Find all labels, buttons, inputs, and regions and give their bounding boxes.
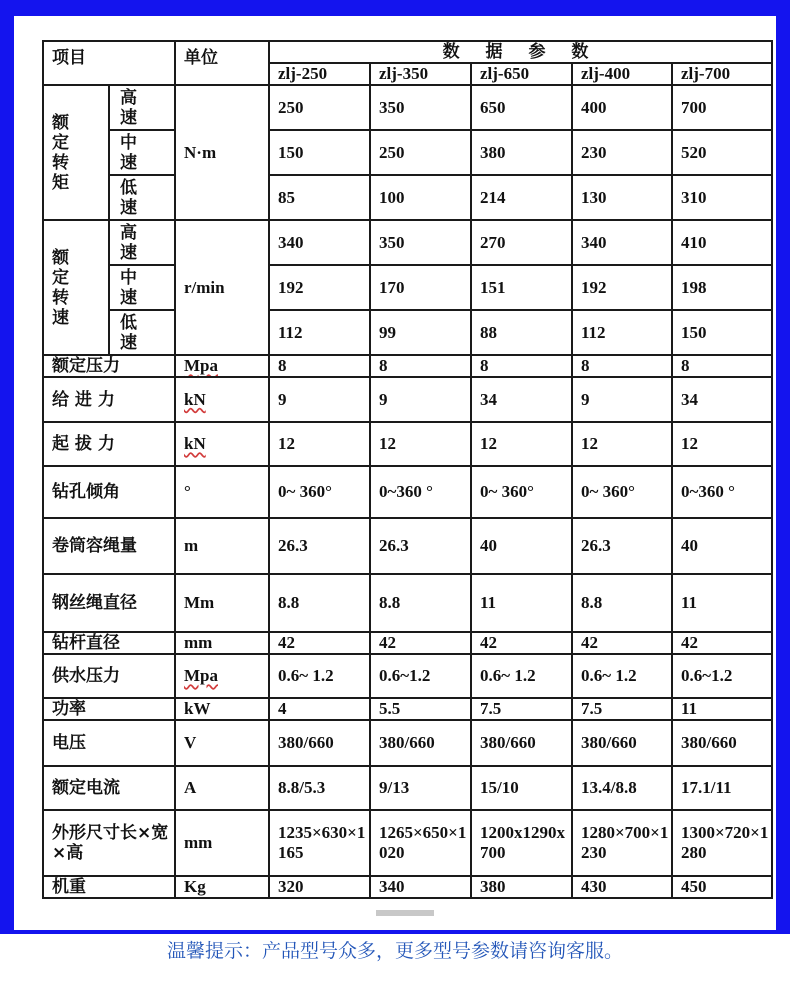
value-cell: 8.8 bbox=[269, 574, 370, 632]
table-row bbox=[43, 85, 772, 130]
value-cell: 9 bbox=[572, 377, 672, 422]
unit-cell: kW bbox=[175, 698, 269, 720]
value-cell: 340 bbox=[269, 220, 370, 265]
row-label: 功率 bbox=[43, 698, 175, 720]
row-label: 额定压力 bbox=[43, 355, 175, 377]
unit-cell: ° bbox=[175, 466, 269, 518]
value-cell: 9 bbox=[370, 377, 471, 422]
sub-label: 中 速 bbox=[109, 265, 175, 310]
row-label: 电压 bbox=[43, 720, 175, 766]
sub-label: 低 速 bbox=[109, 310, 175, 355]
value-cell: 150 bbox=[269, 130, 370, 175]
value-cell: 40 bbox=[471, 518, 572, 574]
header-unit: 单位 bbox=[175, 41, 269, 85]
value-cell: 192 bbox=[572, 265, 672, 310]
value-cell: 1235×630×1165 bbox=[269, 810, 370, 876]
header-data-params: 数 据 参 数 bbox=[269, 41, 772, 63]
value-cell: 650 bbox=[471, 85, 572, 130]
value-cell: 34 bbox=[471, 377, 572, 422]
sub-label: 高 速 bbox=[109, 220, 175, 265]
table-row bbox=[43, 220, 772, 265]
unit-cell: N·m bbox=[175, 85, 269, 220]
value-cell: 13.4/8.8 bbox=[572, 766, 672, 810]
table-row bbox=[43, 355, 772, 377]
table-row bbox=[43, 876, 772, 898]
value-cell: 42 bbox=[672, 632, 772, 654]
value-cell: 230 bbox=[572, 130, 672, 175]
value-cell: 0.6~ 1.2 bbox=[471, 654, 572, 698]
value-cell: 9 bbox=[269, 377, 370, 422]
table-row bbox=[43, 422, 772, 466]
value-cell: 26.3 bbox=[269, 518, 370, 574]
group-label-rated-speed: 额 定 转 速 bbox=[43, 220, 109, 355]
value-cell: 8.8 bbox=[572, 574, 672, 632]
scroll-tab[interactable] bbox=[376, 910, 434, 916]
value-cell: 88 bbox=[471, 310, 572, 355]
value-cell: 11 bbox=[672, 698, 772, 720]
row-label: 钻杆直径 bbox=[43, 632, 175, 654]
value-cell: 40 bbox=[672, 518, 772, 574]
value-cell: 8.8/5.3 bbox=[269, 766, 370, 810]
value-cell: 520 bbox=[672, 130, 772, 175]
value-cell: 151 bbox=[471, 265, 572, 310]
table-row bbox=[43, 766, 772, 810]
value-cell: 380 bbox=[471, 876, 572, 898]
value-cell: 17.1/11 bbox=[672, 766, 772, 810]
value-cell: 700 bbox=[672, 85, 772, 130]
value-cell: 7.5 bbox=[572, 698, 672, 720]
value-cell: 380/660 bbox=[269, 720, 370, 766]
unit-cell: Mm bbox=[175, 574, 269, 632]
value-cell: 380/660 bbox=[672, 720, 772, 766]
value-cell: 42 bbox=[471, 632, 572, 654]
value-cell: 150 bbox=[672, 310, 772, 355]
value-cell: 100 bbox=[370, 175, 471, 220]
value-cell: 250 bbox=[370, 130, 471, 175]
value-cell: 130 bbox=[572, 175, 672, 220]
value-cell: 410 bbox=[672, 220, 772, 265]
value-cell: 85 bbox=[269, 175, 370, 220]
row-label: 卷筒容绳量 bbox=[43, 518, 175, 574]
value-cell: 1265×650×1020 bbox=[370, 810, 471, 876]
spec-table bbox=[42, 40, 773, 899]
value-cell: 9/13 bbox=[370, 766, 471, 810]
row-label: 额定电流 bbox=[43, 766, 175, 810]
value-cell: 11 bbox=[672, 574, 772, 632]
unit-cell: kN bbox=[175, 377, 269, 422]
table-row bbox=[43, 518, 772, 574]
value-cell: 0.6~1.2 bbox=[370, 654, 471, 698]
unit-cell: Mpa bbox=[175, 654, 269, 698]
value-cell: 380 bbox=[471, 130, 572, 175]
value-cell: 0.6~1.2 bbox=[672, 654, 772, 698]
value-cell: 0.6~ 1.2 bbox=[572, 654, 672, 698]
value-cell: 380/660 bbox=[471, 720, 572, 766]
value-cell: 26.3 bbox=[370, 518, 471, 574]
value-cell: 214 bbox=[471, 175, 572, 220]
value-cell: 0~360 ° bbox=[672, 466, 772, 518]
value-cell: 8.8 bbox=[370, 574, 471, 632]
value-cell: 12 bbox=[672, 422, 772, 466]
value-cell: 8 bbox=[672, 355, 772, 377]
unit-cell: Mpa bbox=[175, 355, 269, 377]
value-cell: 380/660 bbox=[572, 720, 672, 766]
value-cell: 112 bbox=[572, 310, 672, 355]
value-cell: 340 bbox=[572, 220, 672, 265]
table-row bbox=[43, 654, 772, 698]
value-cell: 12 bbox=[269, 422, 370, 466]
value-cell: 430 bbox=[572, 876, 672, 898]
value-cell: 8 bbox=[572, 355, 672, 377]
table-row bbox=[43, 175, 772, 220]
row-label: 机重 bbox=[43, 876, 175, 898]
row-label: 钢丝绳直径 bbox=[43, 574, 175, 632]
row-label: 给 进 力 bbox=[43, 377, 175, 422]
table-row bbox=[43, 574, 772, 632]
model-name: zlj-400 bbox=[572, 63, 672, 85]
unit-cell: V bbox=[175, 720, 269, 766]
value-cell: 15/10 bbox=[471, 766, 572, 810]
value-cell: 340 bbox=[370, 876, 471, 898]
value-cell: 350 bbox=[370, 220, 471, 265]
value-cell: 12 bbox=[370, 422, 471, 466]
value-cell: 198 bbox=[672, 265, 772, 310]
value-cell: 450 bbox=[672, 876, 772, 898]
header-row-1 bbox=[43, 41, 772, 63]
row-label: 外形尺寸长×宽×高 bbox=[43, 810, 175, 876]
value-cell: 250 bbox=[269, 85, 370, 130]
value-cell: 400 bbox=[572, 85, 672, 130]
sub-label: 高 速 bbox=[109, 85, 175, 130]
model-name: zlj-250 bbox=[269, 63, 370, 85]
table-row bbox=[43, 466, 772, 518]
value-cell: 12 bbox=[572, 422, 672, 466]
value-cell: 42 bbox=[572, 632, 672, 654]
value-cell: 1300×720×1280 bbox=[672, 810, 772, 876]
group-label-rated-torque: 额 定 转 矩 bbox=[43, 85, 109, 220]
unit-cell: r/min bbox=[175, 220, 269, 355]
table-row bbox=[43, 720, 772, 766]
value-cell: 192 bbox=[269, 265, 370, 310]
unit-cell: kN bbox=[175, 422, 269, 466]
row-label: 供水压力 bbox=[43, 654, 175, 698]
sub-label: 低 速 bbox=[109, 175, 175, 220]
value-cell: 1280×700×1230 bbox=[572, 810, 672, 876]
table-row bbox=[43, 377, 772, 422]
value-cell: 380/660 bbox=[370, 720, 471, 766]
value-cell: 270 bbox=[471, 220, 572, 265]
value-cell: 42 bbox=[269, 632, 370, 654]
value-cell: 0~ 360° bbox=[572, 466, 672, 518]
value-cell: 170 bbox=[370, 265, 471, 310]
header-item: 项目 bbox=[43, 41, 175, 85]
value-cell: 350 bbox=[370, 85, 471, 130]
value-cell: 11 bbox=[471, 574, 572, 632]
unit-cell: A bbox=[175, 766, 269, 810]
unit-cell: m bbox=[175, 518, 269, 574]
value-cell: 42 bbox=[370, 632, 471, 654]
table-row bbox=[43, 265, 772, 310]
unit-cell: Kg bbox=[175, 876, 269, 898]
value-cell: 26.3 bbox=[572, 518, 672, 574]
row-label: 起 拔 力 bbox=[43, 422, 175, 466]
value-cell: 0~ 360° bbox=[471, 466, 572, 518]
value-cell: 7.5 bbox=[471, 698, 572, 720]
value-cell: 8 bbox=[370, 355, 471, 377]
value-cell: 0.6~ 1.2 bbox=[269, 654, 370, 698]
row-label: 钻孔倾角 bbox=[43, 466, 175, 518]
value-cell: 4 bbox=[269, 698, 370, 720]
value-cell: 310 bbox=[672, 175, 772, 220]
table-row bbox=[43, 810, 772, 876]
unit-cell: mm bbox=[175, 632, 269, 654]
table-row bbox=[43, 310, 772, 355]
model-name: zlj-700 bbox=[672, 63, 772, 85]
model-name: zlj-650 bbox=[471, 63, 572, 85]
value-cell: 112 bbox=[269, 310, 370, 355]
unit-cell: mm bbox=[175, 810, 269, 876]
value-cell: 8 bbox=[269, 355, 370, 377]
model-name: zlj-350 bbox=[370, 63, 471, 85]
footer-hint: 温馨提示：产品型号众多，更多型号参数请咨询客服。 bbox=[166, 940, 623, 962]
value-cell: 5.5 bbox=[370, 698, 471, 720]
value-cell: 320 bbox=[269, 876, 370, 898]
value-cell: 12 bbox=[471, 422, 572, 466]
value-cell: 1200x1290x700 bbox=[471, 810, 572, 876]
value-cell: 99 bbox=[370, 310, 471, 355]
table-row bbox=[43, 632, 772, 654]
table-row bbox=[43, 130, 772, 175]
value-cell: 34 bbox=[672, 377, 772, 422]
sub-label: 中 速 bbox=[109, 130, 175, 175]
value-cell: 0~360 ° bbox=[370, 466, 471, 518]
value-cell: 8 bbox=[471, 355, 572, 377]
table-row bbox=[43, 698, 772, 720]
value-cell: 0~ 360° bbox=[269, 466, 370, 518]
